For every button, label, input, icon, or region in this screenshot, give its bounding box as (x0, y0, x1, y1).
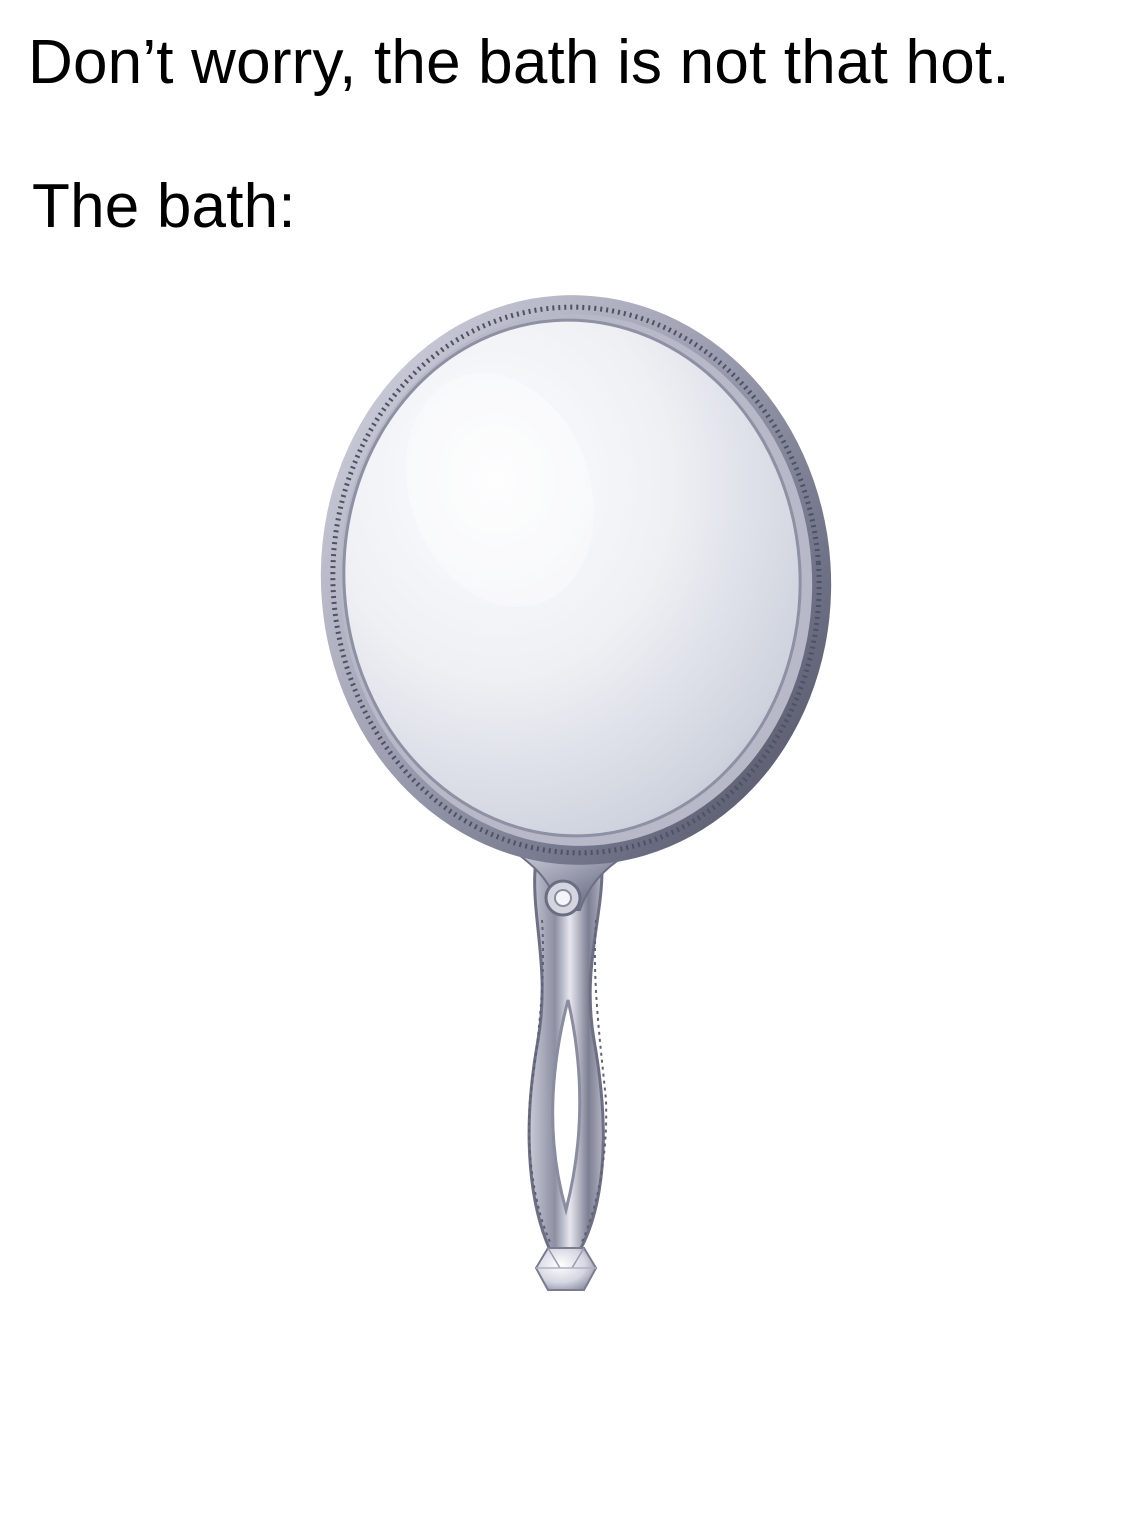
hand-mirror-icon (250, 280, 890, 1330)
setup-caption: Don’t worry, the bath is not that hot. (28, 28, 1010, 97)
hand-mirror-image (250, 280, 890, 1330)
punchline-label: The bath: (32, 172, 296, 241)
